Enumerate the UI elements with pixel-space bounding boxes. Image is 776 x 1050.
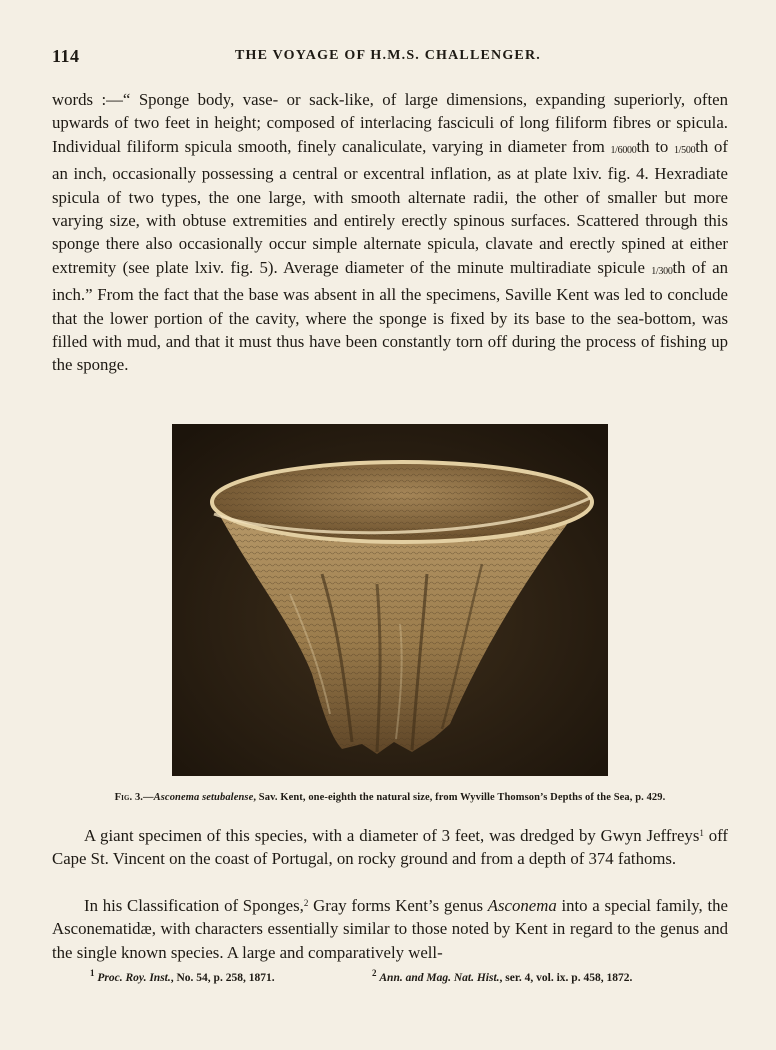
- paragraph-text: A giant specimen of this species, with a diameter of 3 feet, was dredged by Gwyn Jeffreys: [84, 826, 700, 845]
- caption-text: , Sav. Kent, one-eighth the natural size, from Wyville Thomson’s Depths of the Sea, p. 429.: [253, 792, 666, 803]
- paragraph-quote: [52, 88, 728, 377]
- fraction-1: 1/6000: [610, 144, 637, 156]
- paragraph-text: off Cape St. Vincent on the coast of Portugal, on rocky ground and from a depth of 374 fathoms.: [52, 826, 728, 869]
- paragraph-classification: [52, 892, 728, 964]
- footnote-1: [90, 968, 275, 984]
- paragraph-text: words :—“ Sponge body, vase- or sack-like, of large dimensions, expanding superiorly, often upwards of two feet in height; composed of interlacing fasciculi of long filiform fibres or spicula. Individual filiform spicula smooth, finely canaliculate, varying in diameter from: [52, 90, 728, 156]
- paragraph-text: into a special family, the Asconematidæ, with characters essentially similar to those noted by Kent in regard to the genus and the single known species. A large and comparatively well-: [52, 896, 728, 962]
- caption-label: Fig. 3.—: [114, 792, 154, 803]
- paragraph-text: th to: [636, 136, 674, 156]
- sponge-figure: [172, 424, 608, 776]
- paragraph-text: th of an inch, occasionally possessing a central or excentral inflation, as at plate lxiv. fig. 4. Hexradiate spicula of two types, the one large, with smooth alternate radii, the other of smaller but more varying size, with obtuse extremities and entirely erectly spinous surfaces. Scattered through this sponge there also occasionally occur simple alternate spicula, clavate and erectly spined at either extremity (see plate lxiv. fig. 5). Average diameter of the minute multiradiate spicule: [52, 136, 729, 277]
- paragraph-giant-specimen: [52, 822, 728, 871]
- fraction-2: 1/500: [673, 144, 696, 156]
- fraction-3: 1/300: [651, 265, 673, 277]
- footnote-2: [372, 968, 632, 984]
- page-number: 114: [52, 46, 80, 66]
- caption-taxon: Asconema setubalense: [153, 792, 254, 803]
- footnote-ref-1[interactable]: 1: [699, 828, 704, 838]
- footnote-text: , ser. 4, vol. ix. p. 458, 1872.: [499, 972, 633, 984]
- footnote-text: , No. 54, p. 258, 1871.: [170, 972, 275, 984]
- footnote-mark: 2: [372, 968, 377, 978]
- sponge-illustration: [172, 424, 608, 776]
- paragraph-text: Gray forms Kent’s genus: [308, 896, 488, 915]
- genus-name: Asconema: [487, 896, 557, 915]
- footnotes: [90, 968, 730, 986]
- footnote-mark: 1: [90, 968, 95, 978]
- footnote-source: Ann. and Mag. Nat. Hist.: [379, 972, 500, 984]
- paragraph-text: th of an inch.” From the fact that the base was absent in all the specimens, Saville Kent was led to conclude that the lower portion of the cavity, where the sponge is fixed by its base to the sea-bottom, was filled with mud, and that it must thus have been constantly torn off during the process of fishing up the sponge.: [52, 257, 729, 375]
- page-header: [52, 46, 724, 70]
- running-head: THE VOYAGE OF H.M.S. CHALLENGER.: [235, 48, 541, 63]
- footnote-ref-2[interactable]: 2: [303, 898, 309, 908]
- figure-caption: [52, 792, 728, 803]
- paragraph-text: In his Classification of Sponges,: [84, 896, 304, 915]
- footnote-source: Proc. Roy. Inst.: [97, 972, 171, 984]
